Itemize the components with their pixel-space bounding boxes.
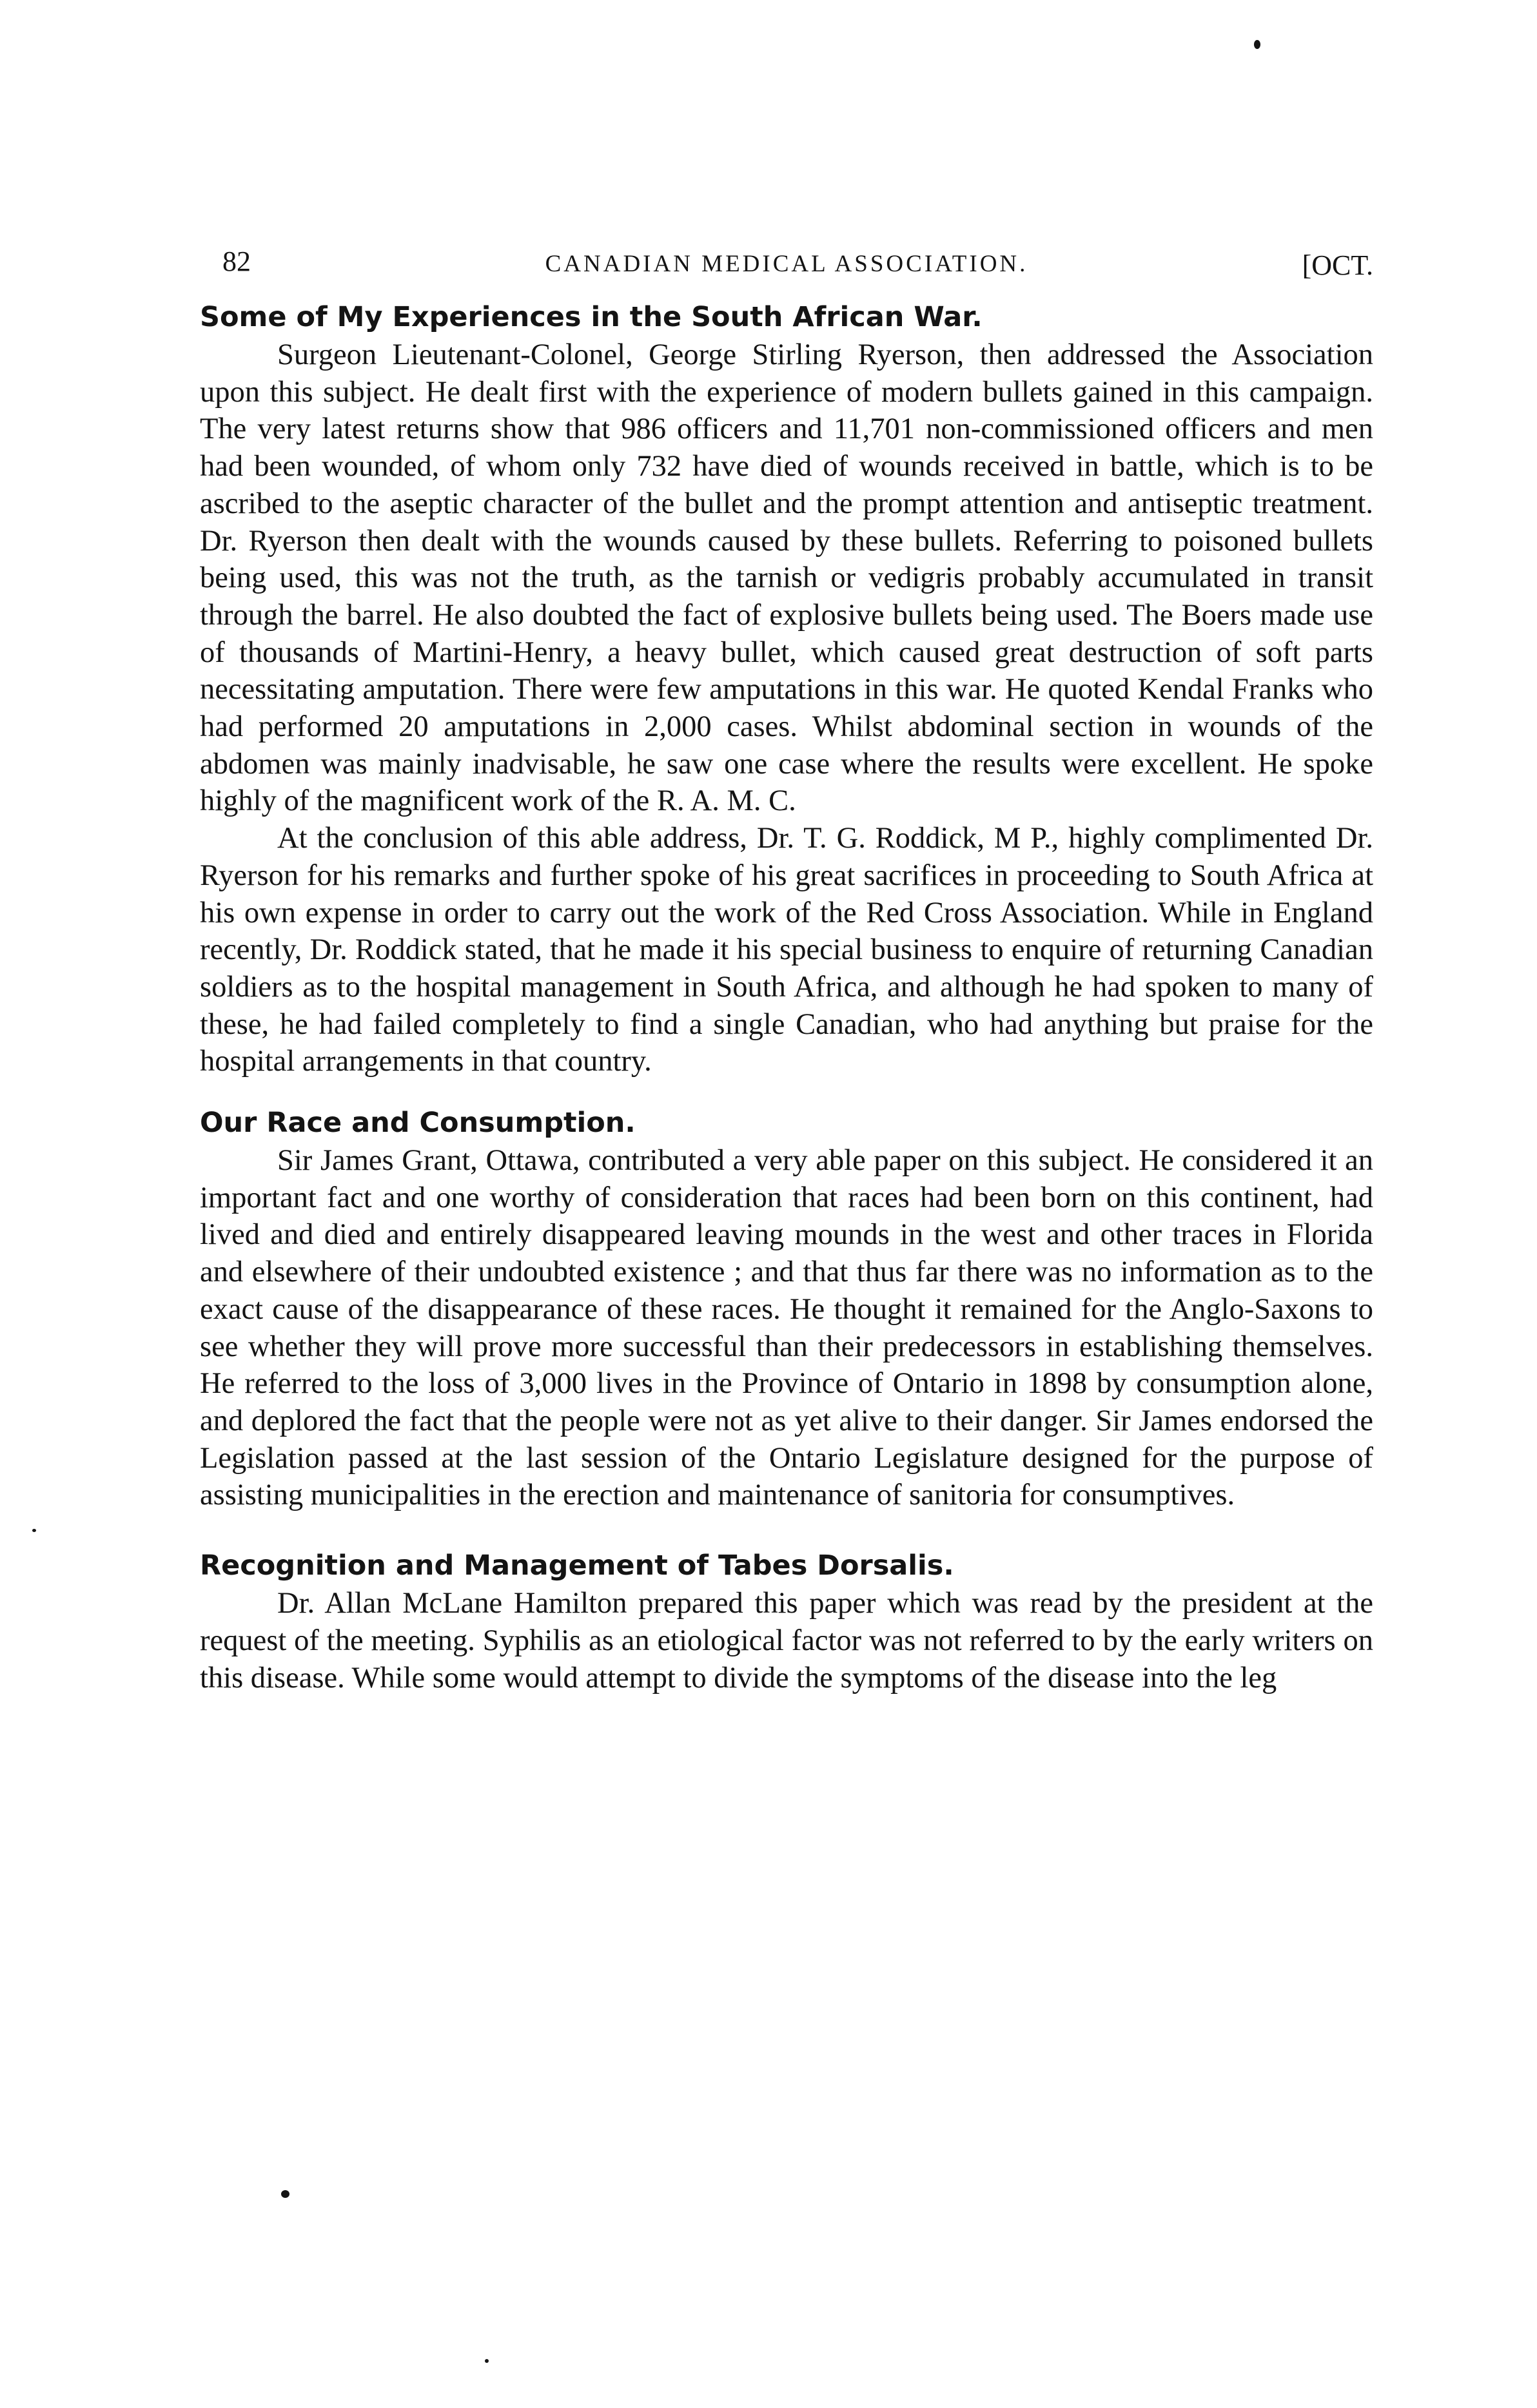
paragraph: At the conclusion of this able address, Dr. T. G. Roddick, M P., highly complimented Dr. Ryerson for his remarks and further spoke of his great sacrifices in proceeding to South Africa at his own expense in order to carry out the work of the Red Cross Association. While in England recently, Dr. Roddick stated, that he made it his special business to enquire of returning Canadian soldiers as to the hospital management in South Africa, and although he had spoken to many of these, he had failed completely to find a single Canadian, who had anything but praise for the hospital arrangements in that country. bbox=[200, 822, 1373, 1078]
journal-title: CANADIAN MEDICAL ASSOCIATION. bbox=[545, 251, 1028, 277]
section-tabes-dorsalis bbox=[200, 1546, 1373, 1696]
section-south-african-war bbox=[200, 298, 1373, 1080]
ink-speck bbox=[485, 2359, 489, 2363]
ink-speck bbox=[32, 1529, 36, 1532]
section-heading: Recognition and Management of Tabes Dorsalis. bbox=[200, 1549, 954, 1582]
page-number: 82 bbox=[222, 246, 251, 277]
book-page bbox=[200, 226, 1373, 1696]
ink-speck bbox=[1254, 40, 1260, 49]
paragraph: Surgeon Lieutenant-Colonel, George Stirling Ryerson, then addressed the Association upon this subject. He dealt first with the experience of modern bullets gained in this campaign. The very latest returns show that 986 officers and 11,701 non-commissioned officers and men had been wounded, of whom only 732 have died of wounds received in battle, which is to be ascribed to the aseptic character of the bullet and the prompt attention and antiseptic treatment. Dr. Ryerson then dealt with the wounds caused by these bullets. Referring to poisoned bullets being used, this was not the truth, as the tarnish or vedigris probably accumulated in transit through the barrel. He also doubted the fact of explosive bullets being used. The Boers made use of thousands of Martini-Henry, a heavy bullet, which caused great destruction of soft parts necessitating amputation. There were few amputations in this war. He quoted Kendal Franks who had performed 20 amputations in 2,000 cases. Whilst abdominal section in wounds of the abdomen was mainly inadvisable, he saw one case where the results were excellent. He spoke highly of the magnificent work of the R. A. M. C. bbox=[200, 338, 1373, 818]
paragraph: Dr. Allan McLane Hamilton prepared this paper which was read by the president at the request of the meeting. Syphilis as an etiological factor was not referred to by the early writers on this disease. While some would attempt to divide the symptoms of the disease into the leg bbox=[200, 1587, 1373, 1694]
running-head bbox=[200, 226, 1373, 284]
section-heading: Some of My Experiences in the South African War. bbox=[200, 301, 983, 333]
issue-month: [OCT. bbox=[1302, 249, 1373, 281]
section-race-and-consumption bbox=[200, 1103, 1373, 1514]
ink-speck bbox=[281, 2190, 289, 2198]
section-heading: Our Race and Consumption. bbox=[200, 1107, 636, 1140]
paragraph: Sir James Grant, Ottawa, contributed a very able paper on this subject. He considered it an important fact and one worthy of consideration that races had been born on this continent, had lived and died and entirely disappeared leaving mounds in the west and other traces in Florida and elsewhere of their undoubted existence ; and that thus far there was no information as to the exact cause of the disappearance of these races. He thought it remained for the Anglo-Saxons to see whether they will prove more successful than their predecessors in establishing themselves. He referred to the loss of 3,000 lives in the Province of Ontario in 1898 by consumption alone, and deplored the fact that the people were not as yet alive to their danger. Sir James endorsed the Legislation passed at the last session of the Ontario Legislature designed for the purpose of assisting municipalities in the erection and maintenance of sanitoria for consumptives. bbox=[200, 1144, 1373, 1512]
